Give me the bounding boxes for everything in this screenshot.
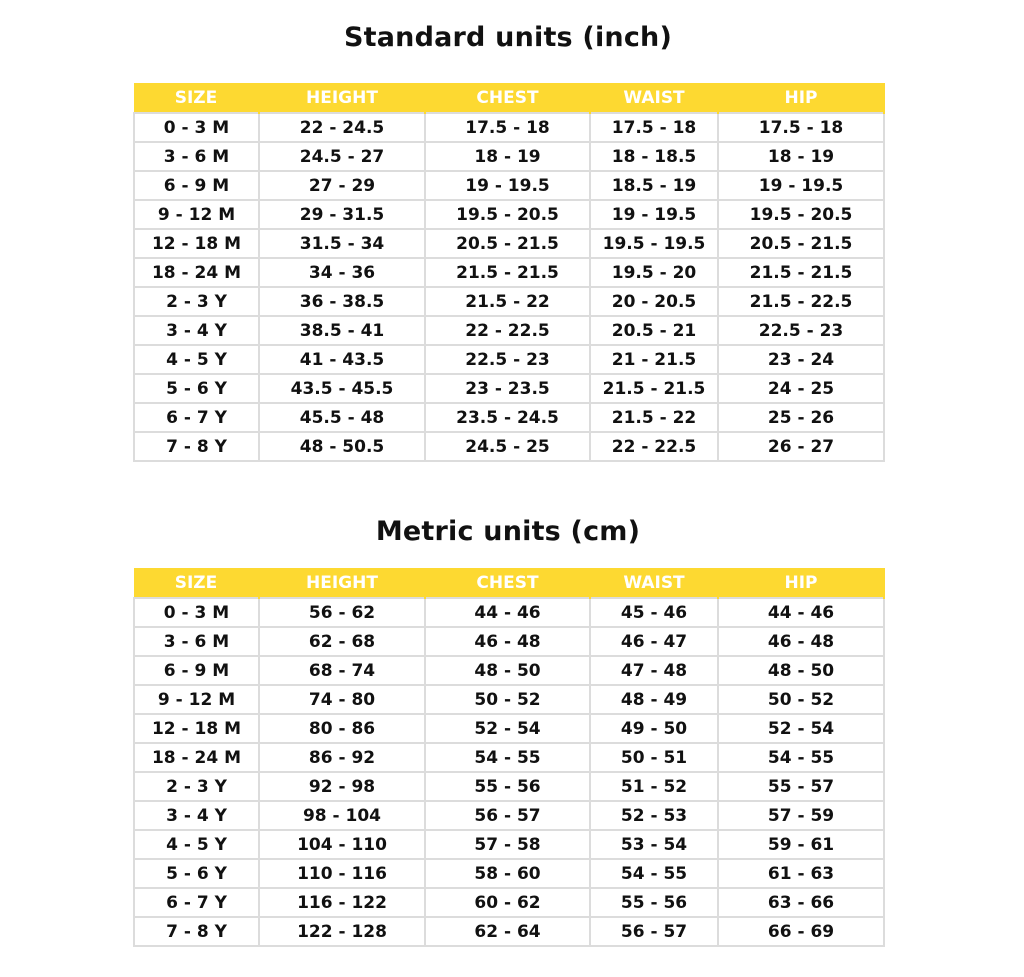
- cell-waist: 54 - 55: [590, 859, 718, 888]
- cell-waist: 51 - 52: [590, 772, 718, 801]
- cell-size: 6 - 9 M: [134, 656, 259, 685]
- cell-chest: 60 - 62: [425, 888, 590, 917]
- cell-height: 24.5 - 27: [259, 142, 425, 171]
- column-header-hip: HIP: [718, 83, 884, 113]
- cell-chest: 22 - 22.5: [425, 316, 590, 345]
- cell-waist: 21 - 21.5: [590, 345, 718, 374]
- table-row: [134, 888, 884, 917]
- cell-chest: 20.5 - 21.5: [425, 229, 590, 258]
- cell-hip: 21.5 - 22.5: [718, 287, 884, 316]
- cell-chest: 55 - 56: [425, 772, 590, 801]
- cell-height: 31.5 - 34: [259, 229, 425, 258]
- cell-size: 0 - 3 M: [134, 598, 259, 627]
- cell-size: 12 - 18 M: [134, 229, 259, 258]
- cell-chest: 19 - 19.5: [425, 171, 590, 200]
- cell-height: 41 - 43.5: [259, 345, 425, 374]
- table-row: [134, 859, 884, 888]
- cell-size: 3 - 4 Y: [134, 801, 259, 830]
- cell-hip: 19.5 - 20.5: [718, 200, 884, 229]
- cell-height: 86 - 92: [259, 743, 425, 772]
- table-row: [134, 142, 884, 171]
- column-header-height: HEIGHT: [259, 568, 425, 598]
- cell-waist: 20 - 20.5: [590, 287, 718, 316]
- cell-hip: 63 - 66: [718, 888, 884, 917]
- cell-waist: 22 - 22.5: [590, 432, 718, 461]
- column-header-height: HEIGHT: [259, 83, 425, 113]
- cell-chest: 58 - 60: [425, 859, 590, 888]
- cell-height: 68 - 74: [259, 656, 425, 685]
- cell-height: 122 - 128: [259, 917, 425, 946]
- cell-hip: 59 - 61: [718, 830, 884, 859]
- cell-waist: 19.5 - 20: [590, 258, 718, 287]
- cell-chest: 23.5 - 24.5: [425, 403, 590, 432]
- cell-chest: 22.5 - 23: [425, 345, 590, 374]
- table-row: [134, 627, 884, 656]
- cell-height: 62 - 68: [259, 627, 425, 656]
- cell-waist: 19 - 19.5: [590, 200, 718, 229]
- cell-chest: 52 - 54: [425, 714, 590, 743]
- cell-waist: 21.5 - 22: [590, 403, 718, 432]
- cell-hip: 24 - 25: [718, 374, 884, 403]
- cell-hip: 19 - 19.5: [718, 171, 884, 200]
- cell-size: 9 - 12 M: [134, 685, 259, 714]
- cell-size: 2 - 3 Y: [134, 287, 259, 316]
- table-row: [134, 113, 884, 142]
- table-row: [134, 229, 884, 258]
- standard-units-title: Standard units (inch): [343, 22, 673, 53]
- cell-hip: 44 - 46: [718, 598, 884, 627]
- cell-height: 92 - 98: [259, 772, 425, 801]
- cell-chest: 54 - 55: [425, 743, 590, 772]
- column-header-hip: HIP: [718, 568, 884, 598]
- cell-hip: 26 - 27: [718, 432, 884, 461]
- cell-chest: 56 - 57: [425, 801, 590, 830]
- table-row: [134, 743, 884, 772]
- table-row: [134, 917, 884, 946]
- cell-height: 110 - 116: [259, 859, 425, 888]
- column-header-chest: CHEST: [425, 83, 590, 113]
- cell-size: 2 - 3 Y: [134, 772, 259, 801]
- table-row: [134, 287, 884, 316]
- column-header-waist: WAIST: [590, 568, 718, 598]
- cell-height: 104 - 110: [259, 830, 425, 859]
- cell-size: 6 - 7 Y: [134, 403, 259, 432]
- cell-size: 18 - 24 M: [134, 743, 259, 772]
- cell-chest: 44 - 46: [425, 598, 590, 627]
- cell-hip: 52 - 54: [718, 714, 884, 743]
- cell-height: 45.5 - 48: [259, 403, 425, 432]
- cell-waist: 52 - 53: [590, 801, 718, 830]
- cell-height: 36 - 38.5: [259, 287, 425, 316]
- cell-size: 0 - 3 M: [134, 113, 259, 142]
- cell-size: 3 - 6 M: [134, 627, 259, 656]
- cell-size: 3 - 6 M: [134, 142, 259, 171]
- table-header-row: [134, 83, 884, 113]
- cell-hip: 50 - 52: [718, 685, 884, 714]
- cell-size: 4 - 5 Y: [134, 830, 259, 859]
- cell-waist: 21.5 - 21.5: [590, 374, 718, 403]
- cell-hip: 66 - 69: [718, 917, 884, 946]
- cell-waist: 48 - 49: [590, 685, 718, 714]
- cell-hip: 25 - 26: [718, 403, 884, 432]
- cell-height: 43.5 - 45.5: [259, 374, 425, 403]
- table-row: [134, 830, 884, 859]
- cell-size: 7 - 8 Y: [134, 432, 259, 461]
- cell-height: 80 - 86: [259, 714, 425, 743]
- table-row: [134, 432, 884, 461]
- table-row: [134, 801, 884, 830]
- cell-hip: 46 - 48: [718, 627, 884, 656]
- cell-hip: 23 - 24: [718, 345, 884, 374]
- cell-size: 12 - 18 M: [134, 714, 259, 743]
- table-row: [134, 714, 884, 743]
- cell-size: 4 - 5 Y: [134, 345, 259, 374]
- cell-hip: 18 - 19: [718, 142, 884, 171]
- cell-chest: 19.5 - 20.5: [425, 200, 590, 229]
- cell-chest: 18 - 19: [425, 142, 590, 171]
- cell-size: 9 - 12 M: [134, 200, 259, 229]
- cell-height: 56 - 62: [259, 598, 425, 627]
- cell-hip: 55 - 57: [718, 772, 884, 801]
- cell-waist: 20.5 - 21: [590, 316, 718, 345]
- cell-height: 116 - 122: [259, 888, 425, 917]
- cell-hip: 57 - 59: [718, 801, 884, 830]
- cell-height: 27 - 29: [259, 171, 425, 200]
- table-row: [134, 171, 884, 200]
- cell-waist: 56 - 57: [590, 917, 718, 946]
- cell-height: 98 - 104: [259, 801, 425, 830]
- cell-size: 3 - 4 Y: [134, 316, 259, 345]
- cell-chest: 23 - 23.5: [425, 374, 590, 403]
- cell-height: 74 - 80: [259, 685, 425, 714]
- table-row: [134, 598, 884, 627]
- cell-waist: 50 - 51: [590, 743, 718, 772]
- cell-hip: 48 - 50: [718, 656, 884, 685]
- cell-waist: 55 - 56: [590, 888, 718, 917]
- column-header-size: SIZE: [134, 568, 259, 598]
- cell-hip: 22.5 - 23: [718, 316, 884, 345]
- cell-chest: 46 - 48: [425, 627, 590, 656]
- cell-size: 5 - 6 Y: [134, 374, 259, 403]
- cell-hip: 61 - 63: [718, 859, 884, 888]
- cell-chest: 24.5 - 25: [425, 432, 590, 461]
- cell-waist: 49 - 50: [590, 714, 718, 743]
- cell-height: 38.5 - 41: [259, 316, 425, 345]
- column-header-waist: WAIST: [590, 83, 718, 113]
- cell-size: 5 - 6 Y: [134, 859, 259, 888]
- cell-hip: 17.5 - 18: [718, 113, 884, 142]
- cell-waist: 17.5 - 18: [590, 113, 718, 142]
- cell-chest: 17.5 - 18: [425, 113, 590, 142]
- table-row: [134, 200, 884, 229]
- table-row: [134, 374, 884, 403]
- cell-chest: 50 - 52: [425, 685, 590, 714]
- cell-chest: 62 - 64: [425, 917, 590, 946]
- table-row: [134, 772, 884, 801]
- table-row: [134, 656, 884, 685]
- standard-size-table: [133, 83, 885, 462]
- table-header-row: [134, 568, 884, 598]
- cell-size: 7 - 8 Y: [134, 917, 259, 946]
- table-row: [134, 403, 884, 432]
- cell-height: 48 - 50.5: [259, 432, 425, 461]
- cell-waist: 18.5 - 19: [590, 171, 718, 200]
- table-row: [134, 685, 884, 714]
- cell-chest: 21.5 - 22: [425, 287, 590, 316]
- cell-height: 34 - 36: [259, 258, 425, 287]
- cell-height: 29 - 31.5: [259, 200, 425, 229]
- cell-waist: 47 - 48: [590, 656, 718, 685]
- table-row: [134, 345, 884, 374]
- cell-waist: 53 - 54: [590, 830, 718, 859]
- cell-hip: 20.5 - 21.5: [718, 229, 884, 258]
- cell-height: 22 - 24.5: [259, 113, 425, 142]
- metric-size-table: [133, 568, 885, 947]
- cell-chest: 21.5 - 21.5: [425, 258, 590, 287]
- cell-waist: 46 - 47: [590, 627, 718, 656]
- cell-chest: 48 - 50: [425, 656, 590, 685]
- cell-waist: 18 - 18.5: [590, 142, 718, 171]
- table-row: [134, 258, 884, 287]
- cell-size: 6 - 9 M: [134, 171, 259, 200]
- cell-size: 6 - 7 Y: [134, 888, 259, 917]
- table-row: [134, 316, 884, 345]
- cell-hip: 21.5 - 21.5: [718, 258, 884, 287]
- cell-size: 18 - 24 M: [134, 258, 259, 287]
- cell-waist: 19.5 - 19.5: [590, 229, 718, 258]
- metric-units-title: Metric units (cm): [375, 516, 641, 547]
- cell-hip: 54 - 55: [718, 743, 884, 772]
- cell-waist: 45 - 46: [590, 598, 718, 627]
- column-header-chest: CHEST: [425, 568, 590, 598]
- cell-chest: 57 - 58: [425, 830, 590, 859]
- column-header-size: SIZE: [134, 83, 259, 113]
